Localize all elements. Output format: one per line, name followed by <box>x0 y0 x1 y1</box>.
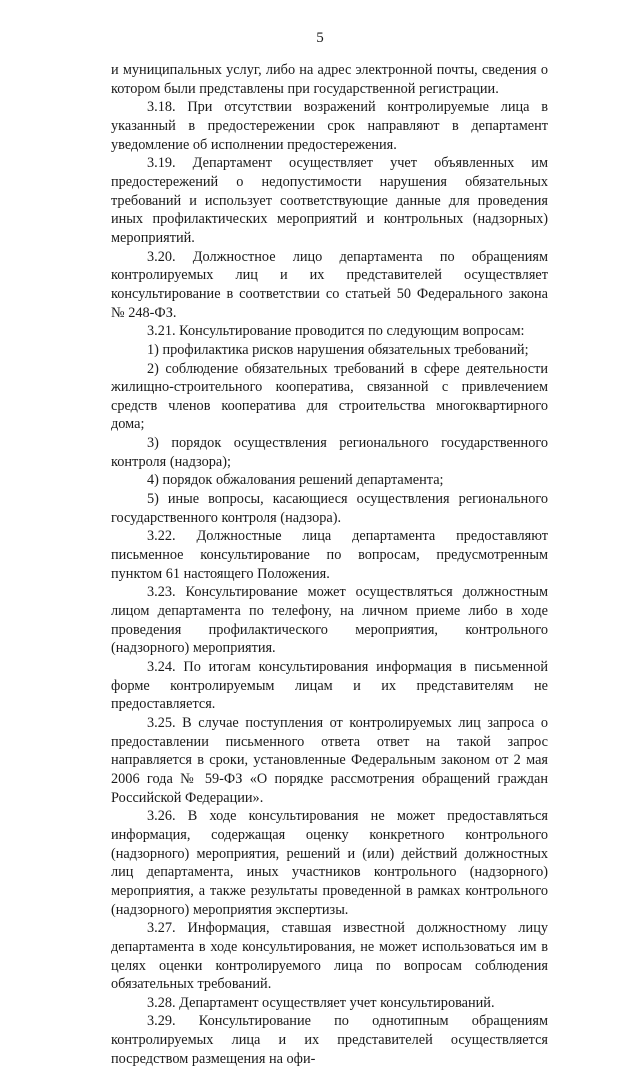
paragraph-3-18: 3.18. При отсутствии возражений контролируемые лица в указанный в предостережении срок направляют в департамент уведомление об исполнении предостережения. <box>111 99 548 153</box>
paragraph-continuation: и муниципальных услуг, либо на адрес электронной почты, сведения о котором были представлены при государственной регистрации. <box>111 62 548 97</box>
paragraph-3-28: 3.28. Департамент осуществляет учет консультирований. <box>147 994 495 1011</box>
paragraph-3-19: 3.19. Департамент осуществляет учет объявленных им предостережений о недопустимости нарушения обязательных требований и использует соответствующие данные для проведения иных профилактических мероприятий и контрольных (надзорных) мероприятий. <box>111 155 548 246</box>
paragraph-3-20: 3.20. Должностное лицо департамента по обращениям контролируемых лиц и их представителей осуществляет консультирование в соответствии со статьей 50 Федерального закона № 248-ФЗ. <box>111 248 548 321</box>
paragraph-3-29: 3.29. Консультирование по однотипным обращениям контролируемых лица и их представителей осуществляется посредством размещения на офи- <box>111 1013 548 1067</box>
paragraph-3-26: 3.26. В ходе консультирования не может предоставляться информация, содержащая оценку конкретного контрольного (надзорного) мероприятия, решений и (или) действий должностных лиц департамента, иных участников контрольного (надзорного) мероприятия, а также результаты проведенной в рамках контрольного (надзорного) мероприятия экспертизы. <box>111 808 548 918</box>
paragraph-3-22: 3.22. Должностные лица департамента предоставляют письменное консультирование по вопросам, предусмотренным пунктом 61 настоящего Положения. <box>111 528 548 582</box>
document-body <box>111 61 548 1068</box>
paragraph-3-25: 3.25. В случае поступления от контролируемых лиц запроса о предоставлении письменного ответа ответ на такой запрос направляется в сроки, установленные Федеральным законом от 2 мая 2006 года № 59-ФЗ «О порядке рассмотрения обращений граждан Российской Федерации». <box>111 714 548 806</box>
list-item-2: 2) соблюдение обязательных требований в сфере деятельности жилищно-строительного кооператива, связанной с привлечением средств членов кооператива для строительства многоквартирного дома; <box>111 360 548 433</box>
list-item-5: 5) иные вопросы, касающиеся осуществления регионального государственного контроля (надзора). <box>111 491 548 526</box>
list-item-4: 4) порядок обжалования решений департамента; <box>147 472 444 489</box>
paragraph-3-27: 3.27. Информация, ставшая известной должностному лицу департамента в ходе консультирования, не может использоваться им в целях оценки контролируемого лица по вопросам соблюдения обязательных требований. <box>111 920 548 993</box>
page-number: 5 <box>316 30 324 46</box>
paragraph-3-21: 3.21. Консультирование проводится по следующим вопросам: <box>147 323 525 340</box>
list-item-3: 3) порядок осуществления регионального государственного контроля (надзора); <box>111 435 548 470</box>
paragraph-3-23: 3.23. Консультирование может осуществляться должностным лицом департамента по телефону, на личном приеме либо в ходе проведения профилактического мероприятия, контрольного (надзорного) мероприятия. <box>111 584 548 657</box>
paragraph-3-24: 3.24. По итогам консультирования информация в письменной форме контролируемым лицам и их представителям не предоставляется. <box>111 659 548 713</box>
list-item-1: 1) профилактика рисков нарушения обязательных требований; <box>147 341 529 358</box>
